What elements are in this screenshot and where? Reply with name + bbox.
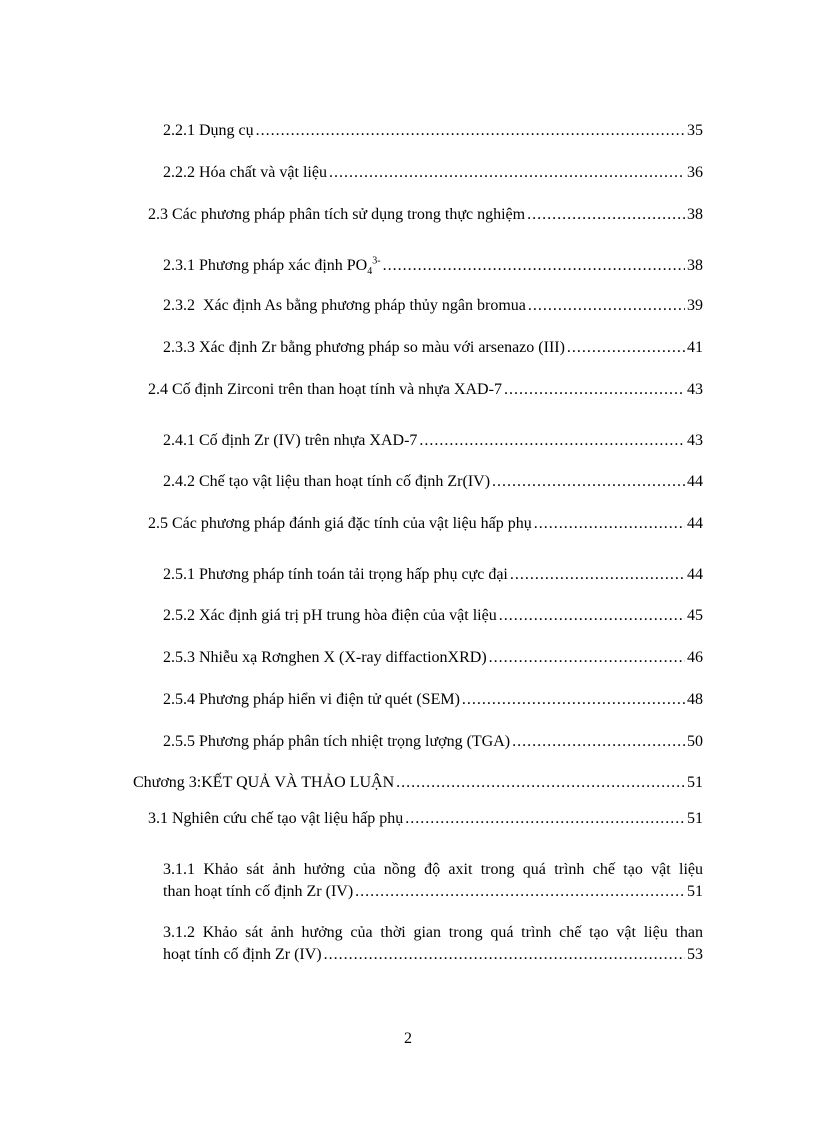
toc-entry — [148, 513, 703, 535]
dot-leader — [419, 430, 685, 452]
toc-page: 51 — [687, 883, 703, 900]
dot-leader — [324, 944, 685, 966]
dot-leader — [504, 379, 685, 401]
toc-title-text: 2.3.1 Phương pháp xác định PO — [163, 257, 368, 274]
toc-title: 2.5.1 Phương pháp tính toán tải trọng hấp phụ cực đại — [163, 566, 508, 583]
toc-page: 44 — [687, 515, 703, 532]
toc-page: 41 — [687, 339, 703, 356]
dot-leader — [567, 337, 685, 359]
toc-page: 48 — [687, 691, 703, 708]
toc-title-line1: 3.1.2 Khảo sát ảnh hưởng của thời gian trong quá trình chế tạo vật liệu than — [163, 924, 703, 941]
toc-page: 51 — [687, 774, 703, 791]
toc-page: 43 — [687, 381, 703, 398]
dot-leader — [528, 295, 685, 317]
toc-entry — [163, 731, 703, 753]
toc-page: 38 — [687, 206, 703, 223]
toc-page: 45 — [687, 607, 703, 624]
dot-leader — [405, 808, 685, 830]
toc-entry — [163, 922, 703, 966]
dot-leader — [355, 881, 685, 903]
toc-page: 50 — [687, 733, 703, 750]
dot-leader — [256, 120, 685, 142]
toc-title: 2.4.1 Cố định Zr (IV) trên nhựa XAD-7 — [163, 432, 418, 449]
toc-page: 51 — [687, 810, 703, 827]
toc-entry — [163, 471, 703, 493]
toc-title: 2.5.3 Nhiễu xạ Rơnghen X (X-ray diffactionXRD) — [163, 649, 487, 666]
toc-title: Chương 3:KẾT QUẢ VÀ THẢO LUẬN — [133, 774, 395, 791]
dot-leader — [512, 731, 685, 753]
toc-page: 46 — [687, 649, 703, 666]
toc-entry — [163, 647, 703, 669]
toc-title: 2.3.3 Xác định Zr bằng phương pháp so màu với arsenazo (III) — [163, 339, 565, 356]
toc-page: 43 — [687, 432, 703, 449]
dot-leader — [396, 772, 685, 794]
toc-page: 35 — [687, 122, 703, 139]
toc-title-line2: than hoạt tính cố định Zr (IV) — [163, 883, 354, 900]
toc-title: 2.4 Cố định Zirconi trên than hoạt tính và nhựa XAD-7 — [148, 381, 502, 398]
toc-title: 2.5.4 Phương pháp hiển vi điện tử quét (SEM) — [163, 691, 460, 708]
dot-leader — [489, 647, 685, 669]
toc-entry — [133, 772, 703, 794]
dot-leader — [527, 204, 685, 226]
toc-title: 2.2.1 Dụng cụ — [163, 122, 254, 139]
toc-entry — [148, 379, 703, 401]
superscript: 3- — [372, 255, 381, 267]
toc-page: 36 — [687, 164, 703, 181]
toc-title-line2: hoạt tính cố định Zr (IV) — [163, 946, 322, 963]
toc-entry — [163, 162, 703, 184]
dot-leader — [510, 564, 685, 586]
dot-leader — [329, 162, 685, 184]
toc-entry — [163, 337, 703, 359]
toc-entry — [163, 295, 703, 317]
toc-entry — [163, 120, 703, 142]
dot-leader — [534, 513, 685, 535]
toc-entry — [148, 808, 703, 830]
toc-entry — [163, 255, 703, 277]
toc-title: 2.5.5 Phương pháp phân tích nhiệt trọng lượng (TGA) — [163, 733, 511, 750]
toc-title: 2.2.2 Hóa chất và vật liệu — [163, 164, 327, 181]
toc-page: 39 — [687, 297, 703, 314]
toc-title-line1: 3.1.1 Khảo sát ảnh hưởng của nồng độ axit trong quá trình chế tạo vật liệu — [163, 861, 703, 878]
toc-page: 38 — [687, 257, 703, 274]
toc-page: 44 — [687, 566, 703, 583]
toc-entry — [163, 605, 703, 627]
subscript: 4 — [367, 266, 373, 278]
dot-leader — [383, 255, 685, 277]
toc-entry — [163, 564, 703, 586]
dot-leader — [492, 471, 685, 493]
toc-title: 2.3 Các phương pháp phân tích sử dụng trong thực nghiệm — [148, 206, 526, 223]
toc-entry — [163, 430, 703, 452]
toc-title: 2.4.2 Chế tạo vật liệu than hoạt tính cố định Zr(IV) — [163, 473, 491, 490]
toc-title — [163, 255, 381, 277]
toc-title: 3.1 Nghiên cứu chế tạo vật liệu hấp phụ — [148, 810, 404, 827]
toc-page: 44 — [687, 473, 703, 490]
dot-leader — [499, 605, 685, 627]
toc-page: 53 — [687, 946, 703, 963]
toc-title: 2.5 Các phương pháp đánh giá đặc tính của vật liệu hấp phụ — [148, 515, 532, 532]
toc-entry — [163, 689, 703, 711]
toc-title: 2.3.2 Xác định As bằng phương pháp thủy ngân bromua — [163, 297, 526, 314]
toc-entry — [148, 204, 703, 226]
toc-entry — [163, 859, 703, 903]
dot-leader — [462, 689, 685, 711]
toc-title: 2.5.2 Xác định giá trị pH trung hòa điện của vật liệu — [163, 607, 497, 624]
page-number: 2 — [404, 1030, 412, 1047]
